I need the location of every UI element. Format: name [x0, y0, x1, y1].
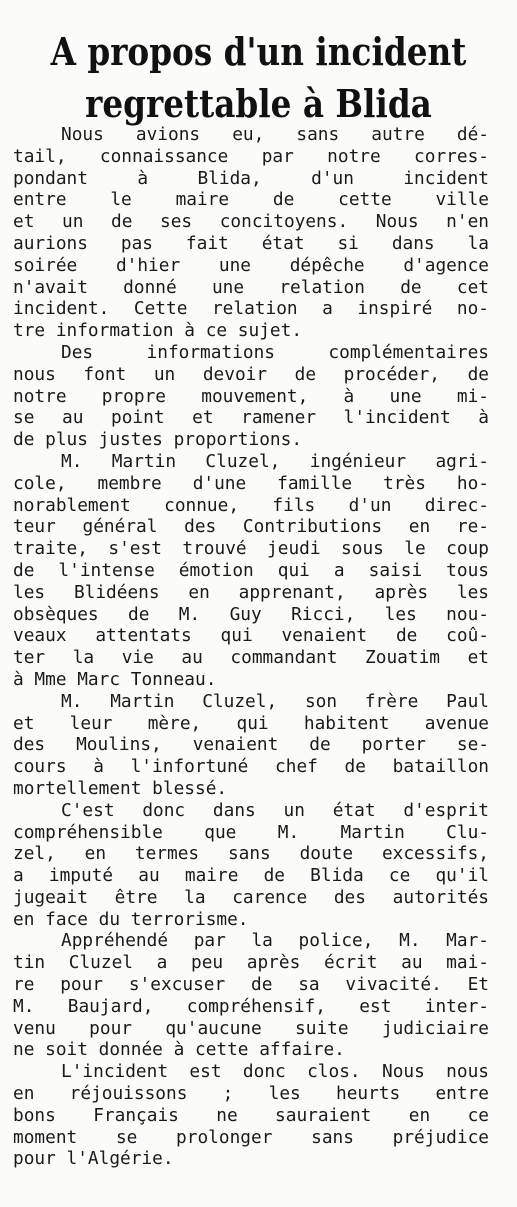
text-line: tin Cluzel a peu après écrit au mai-	[13, 952, 489, 974]
paragraph-1	[13, 124, 489, 342]
text-line: cole, membre d'une famille très ho-	[13, 472, 489, 494]
text-line: Des informations complémentaires	[61, 341, 489, 363]
paragraph-7	[13, 1061, 489, 1170]
text-line: en réjouissons ; les heurts entre	[13, 1083, 489, 1105]
text-line: a imputé au maire de Blida ce qu'il	[13, 865, 489, 887]
text-line: incident. Cette relation a inspiré no-	[13, 298, 489, 320]
text-line: aurions pas fait état si dans la	[13, 232, 489, 254]
text-line: veaux attentats qui venaient de coû-	[13, 625, 489, 647]
text-line: bons Français ne sauraient en ce	[13, 1104, 489, 1126]
paragraph-3	[13, 451, 489, 691]
text-line: L'incident est donc clos. Nous nous	[61, 1061, 489, 1083]
text-line: des Moulins, venaient de porter se-	[13, 734, 489, 756]
text-line: nous font un devoir de procéder, de	[13, 363, 489, 385]
text-line: re pour s'excuser de sa vivacité. Et	[13, 974, 489, 996]
text-line: jugeait être la carence des autorités	[13, 886, 489, 908]
text-line: tail, connaissance par notre corres-	[13, 145, 489, 167]
text-line: Appréhendé par la police, M. Mar-	[61, 930, 489, 952]
text-line: teur général des Contributions en re-	[13, 516, 489, 538]
paragraph-2	[13, 342, 489, 451]
text-line: tre information à ce sujet.	[13, 320, 303, 342]
text-line: de plus justes proportions.	[13, 429, 303, 451]
text-line: ne soit donnée à cette affaire.	[13, 1039, 345, 1061]
text-line: M. Martin Cluzel, son frère Paul	[61, 690, 489, 712]
text-line: de l'intense émotion qui a saisi tous	[13, 559, 489, 581]
text-line: et un de ses concitoyens. Nous n'en	[13, 211, 489, 233]
text-line: zel, en termes sans doute excessifs,	[13, 843, 489, 865]
text-line: ter la vie au commandant Zouatim et	[13, 647, 489, 669]
text-line: à Mme Marc Tonneau.	[13, 668, 217, 690]
text-line: en face du terrorisme.	[13, 908, 249, 930]
text-line: traite, s'est trouvé jeudi sous le coup	[13, 538, 489, 560]
text-line: venu pour qu'aucune suite judiciaire	[13, 1017, 489, 1039]
text-line: se au point et ramener l'incident à	[13, 407, 489, 429]
text-line: cours à l'infortuné chef de bataillon	[13, 756, 489, 778]
text-line: les Blidéens en apprenant, après les	[13, 581, 489, 603]
text-line: M. Baujard, compréhensif, est inter-	[13, 995, 489, 1017]
text-line: pour l'Algérie.	[13, 1148, 174, 1170]
text-line: n'avait donné une relation de cet	[13, 276, 489, 298]
text-line: norablement connue, fils d'un direc-	[13, 494, 489, 516]
text-line: entre le maire de cette ville	[13, 189, 489, 211]
headline-line-2: regrettable à Blida	[85, 81, 432, 126]
text-line: mortellement blessé.	[13, 777, 228, 799]
text-line: obsèques de M. Guy Ricci, les nou-	[13, 603, 489, 625]
text-line: C'est donc dans un état d'esprit	[61, 799, 489, 821]
headline-line-1: A propos d'un incident	[50, 29, 467, 74]
text-line: compréhensible que M. Martin Clu-	[13, 821, 489, 843]
text-line: et leur mère, qui habitent avenue	[13, 712, 489, 734]
text-line: pondant à Blida, d'un incident	[13, 167, 489, 189]
paragraph-6	[13, 930, 489, 1061]
text-line: soirée d'hier une dépêche d'agence	[13, 254, 489, 276]
text-line: moment se prolonger sans préjudice	[13, 1126, 489, 1148]
text-line: notre propre mouvement, à une mi-	[13, 385, 489, 407]
paragraph-5	[13, 800, 489, 931]
text-line: M. Martin Cluzel, ingénieur agri-	[61, 450, 489, 472]
paragraph-4	[13, 691, 489, 800]
text-line: Nous avions eu, sans autre dé-	[61, 124, 489, 145]
article-body	[13, 124, 489, 1170]
